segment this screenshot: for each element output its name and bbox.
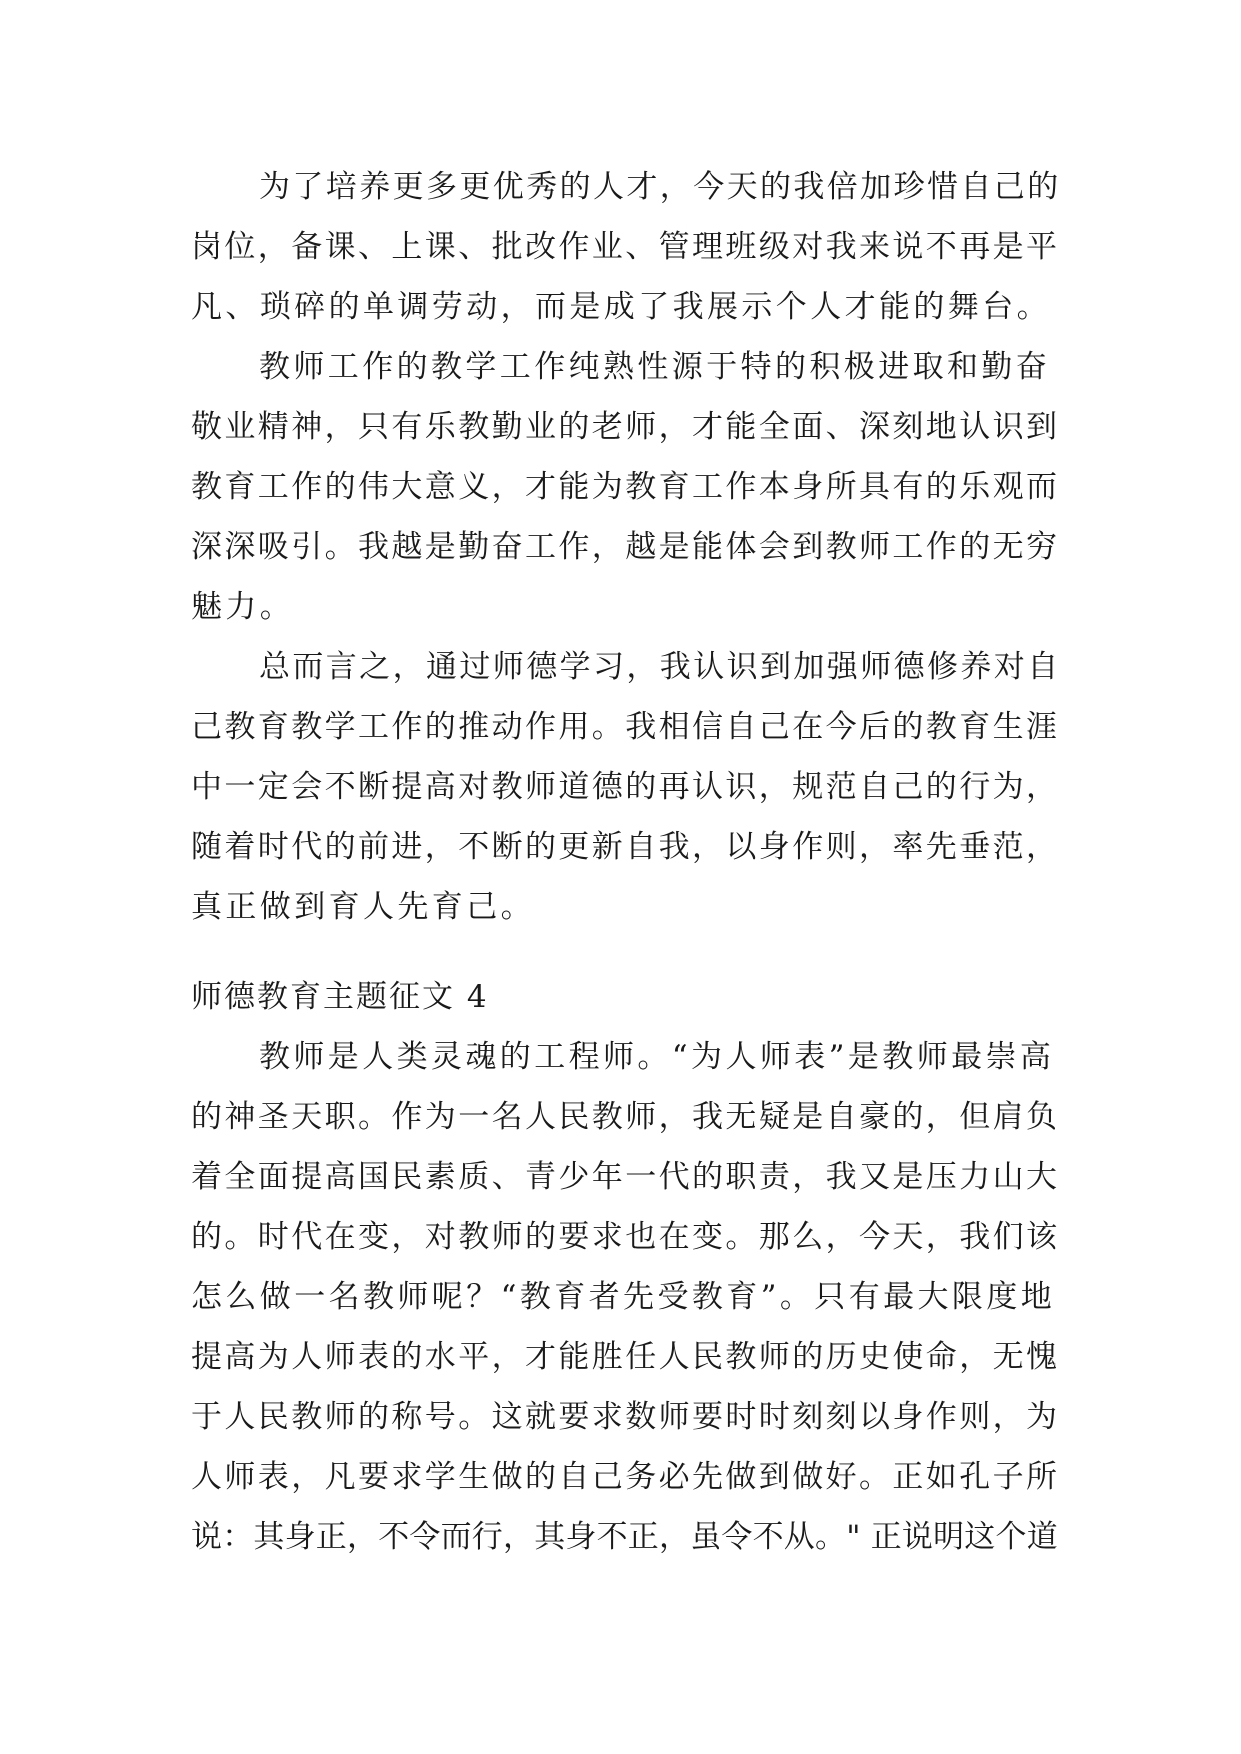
text-line: 的神圣天职。作为一名人民教师，我无疑是自豪的，但肩负 <box>191 1099 1060 1135</box>
paragraph-3 <box>191 637 1061 937</box>
paragraph-2 <box>191 337 1061 637</box>
text-line: 中一定会不断提高对教师道德的再认识，规范自己的行为， <box>191 769 1060 805</box>
text-line: 魅力。 <box>191 589 295 625</box>
text-line: 教师是人类灵魂的工程师。“为人师表”是教师最崇高 <box>259 1039 1055 1075</box>
text-line: 岗位，备课、上课、批改作业、管理班级对我来说不再是平 <box>191 229 1060 265</box>
text-line: 凡、琐碎的单调劳动，而是成了我展示个人才能的舞台。 <box>191 289 1051 325</box>
paragraph-1 <box>191 157 1061 337</box>
text-line: 怎么做一名教师呢？“教育者先受教育”。只有最大限度地 <box>191 1279 1056 1315</box>
text-line: 为了培养更多更优秀的人才，今天的我倍加珍惜自己的 <box>259 169 1061 205</box>
text-line: 深深吸引。我越是勤奋工作，越是能体会到教师工作的无穷 <box>191 529 1060 565</box>
text-line: 的。时代在变，对教师的要求也在变。那么，今天，我们该 <box>191 1219 1060 1255</box>
text-line: 总而言之，通过师德学习，我认识到加强师德修养对自 <box>259 649 1061 685</box>
text-line: 敬业精神，只有乐教勤业的老师，才能全面、深刻地认识到 <box>191 409 1060 445</box>
section-heading: 师德教育主题征文 4 <box>191 979 489 1015</box>
text-line: 随着时代的前进，不断的更新自我，以身作则，率先垂范， <box>191 829 1060 865</box>
paragraph-4 <box>191 1027 1061 1567</box>
text-line: 说：其身正，不令而行，其身不正，虽令不从。" 正说明这个道 <box>191 1519 1058 1555</box>
text-line: 己教育教学工作的推动作用。我相信自己在今后的教育生涯 <box>191 709 1060 745</box>
text-line: 教师工作的教学工作纯熟性源于特的积极进取和勤奋 <box>259 349 1051 385</box>
text-line: 提高为人师表的水平，才能胜任人民教师的历史使命，无愧 <box>191 1339 1060 1375</box>
text-line: 教育工作的伟大意义，才能为教育工作本身所具有的乐观而 <box>191 469 1060 505</box>
text-line: 人师表，凡要求学生做的自己务必先做到做好。正如孔子所 <box>191 1459 1060 1495</box>
section-heading-block <box>191 967 1061 1027</box>
text-line: 着全面提高国民素质、青少年一代的职责，我又是压力山大 <box>191 1159 1060 1195</box>
text-line: 于人民教师的称号。这就要求数师要时时刻刻以身作则，为 <box>191 1399 1060 1435</box>
text-line: 真正做到育人先育己。 <box>191 889 535 925</box>
